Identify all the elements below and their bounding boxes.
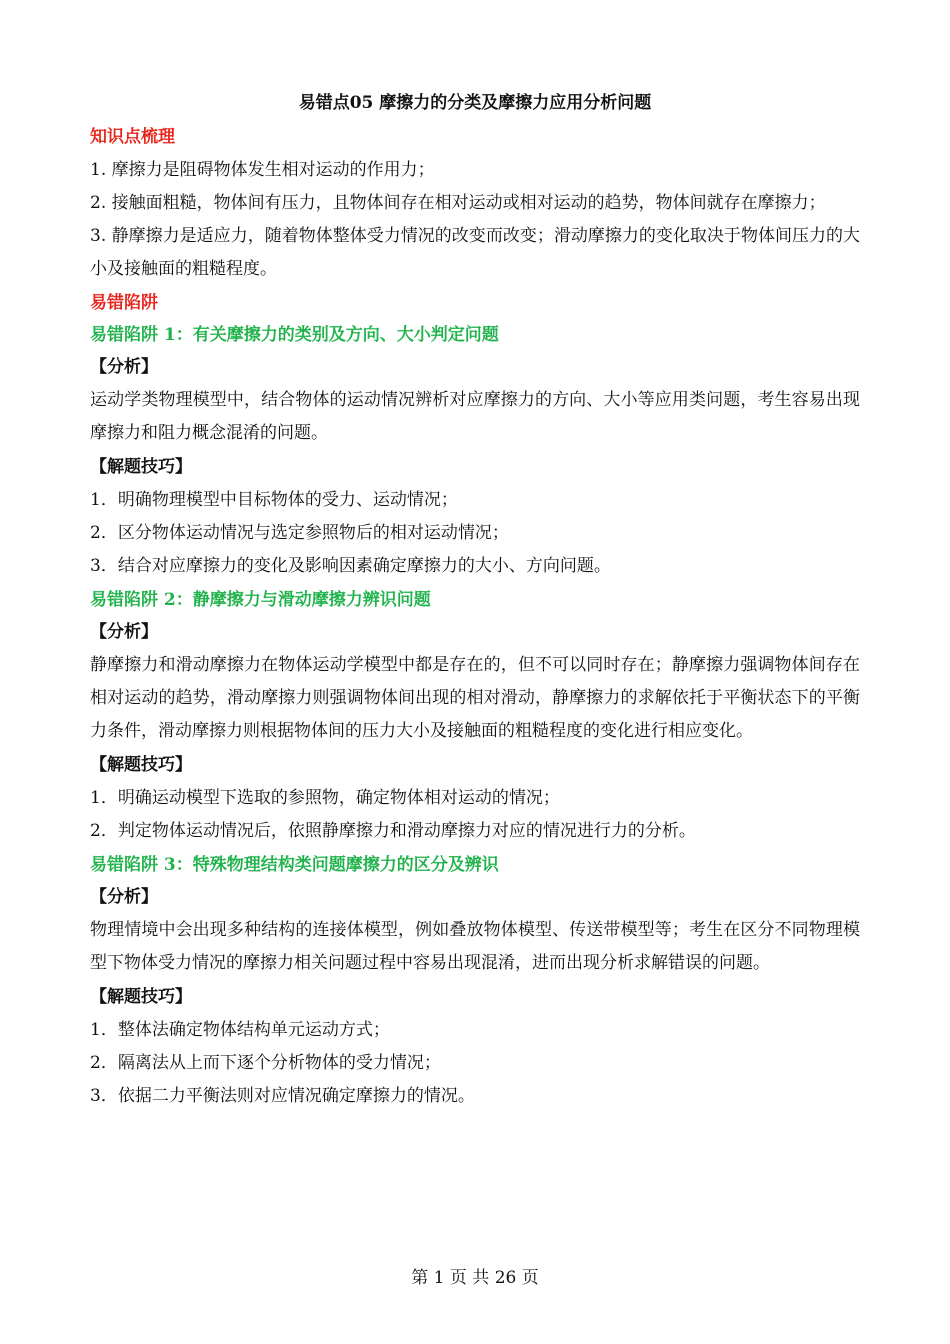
traps-heading: 易错陷阱 bbox=[90, 293, 158, 313]
tip-item: 3．结合对应摩擦力的变化及影响因素确定摩擦力的大小、方向问题。 bbox=[90, 556, 611, 576]
analysis-label: 【分析】 bbox=[90, 887, 158, 907]
tip-item: 1．明确物理模型中目标物体的受力、运动情况； bbox=[90, 490, 458, 510]
knowledge-heading: 知识点梳理 bbox=[90, 127, 175, 147]
analysis-text: 静摩擦力和滑动摩擦力在物体运动学模型中都是存在的，但不可以同时存在；静摩擦力强调物体间存在相对运动的趋势，滑动摩擦力则强调物体间出现的相对滑动，静摩擦力的求解依托于平衡状态下的平衡力条件，滑动摩擦力则根据物体间的压力大小及接触面的粗糙程度的变化进行相应变化。 bbox=[90, 655, 860, 741]
analysis-label: 【分析】 bbox=[90, 357, 158, 377]
trap-section-1 bbox=[90, 320, 860, 583]
tip-item: 2．隔离法从上而下逐个分析物体的受力情况； bbox=[90, 1053, 441, 1073]
knowledge-item: 1. 摩擦力是阻碍物体发生相对运动的作用力； bbox=[90, 160, 435, 180]
page-title: 易错点05 摩擦力的分类及摩擦力应用分析问题 bbox=[298, 93, 652, 113]
trap-title: 易错陷阱 3：特殊物理结构类问题摩擦力的区分及辨识 bbox=[90, 855, 499, 875]
tip-item: 3．依据二力平衡法则对应情况确定摩擦力的情况。 bbox=[90, 1086, 475, 1106]
knowledge-item: 3. 静摩擦力是适应力，随着物体整体受力情况的改变而改变；滑动摩擦力的变化取决于物体间压力的大小及接触面的粗糙程度。 bbox=[90, 226, 860, 279]
trap-title: 易错陷阱 2：静摩擦力与滑动摩擦力辨识问题 bbox=[90, 590, 431, 610]
trap-title: 易错陷阱 1：有关摩擦力的类别及方向、大小判定问题 bbox=[90, 325, 499, 345]
tips-label: 【解题技巧】 bbox=[90, 755, 192, 775]
document-page bbox=[90, 88, 860, 1113]
tips-label: 【解题技巧】 bbox=[90, 987, 192, 1007]
trap-section-3 bbox=[90, 850, 860, 1113]
tip-item: 1．整体法确定物体结构单元运动方式； bbox=[90, 1020, 390, 1040]
tip-item: 2．区分物体运动情况与选定参照物后的相对运动情况； bbox=[90, 523, 509, 543]
analysis-text: 运动学类物理模型中，结合物体的运动情况辨析对应摩擦力的方向、大小等应用类问题，考生容易出现摩擦力和阻力概念混淆的问题。 bbox=[90, 390, 860, 443]
tips-label: 【解题技巧】 bbox=[90, 457, 192, 477]
tip-item: 2．判定物体运动情况后，依照静摩擦力和滑动摩擦力对应的情况进行力的分析。 bbox=[90, 821, 696, 841]
analysis-text: 物理情境中会出现多种结构的连接体模型，例如叠放物体模型、传送带模型等；考生在区分不同物理模型下物体受力情况的摩擦力相关问题过程中容易出现混淆，进而出现分析求解错误的问题。 bbox=[90, 920, 860, 973]
analysis-label: 【分析】 bbox=[90, 622, 158, 642]
page-footer: 第 1 页 共 26 页 bbox=[411, 1268, 539, 1288]
trap-section-2 bbox=[90, 585, 860, 848]
tip-item: 1．明确运动模型下选取的参照物，确定物体相对运动的情况； bbox=[90, 788, 560, 808]
knowledge-item: 2. 接触面粗糙，物体间有压力，且物体间存在相对运动或相对运动的趋势，物体间就存在摩擦力； bbox=[90, 193, 826, 213]
